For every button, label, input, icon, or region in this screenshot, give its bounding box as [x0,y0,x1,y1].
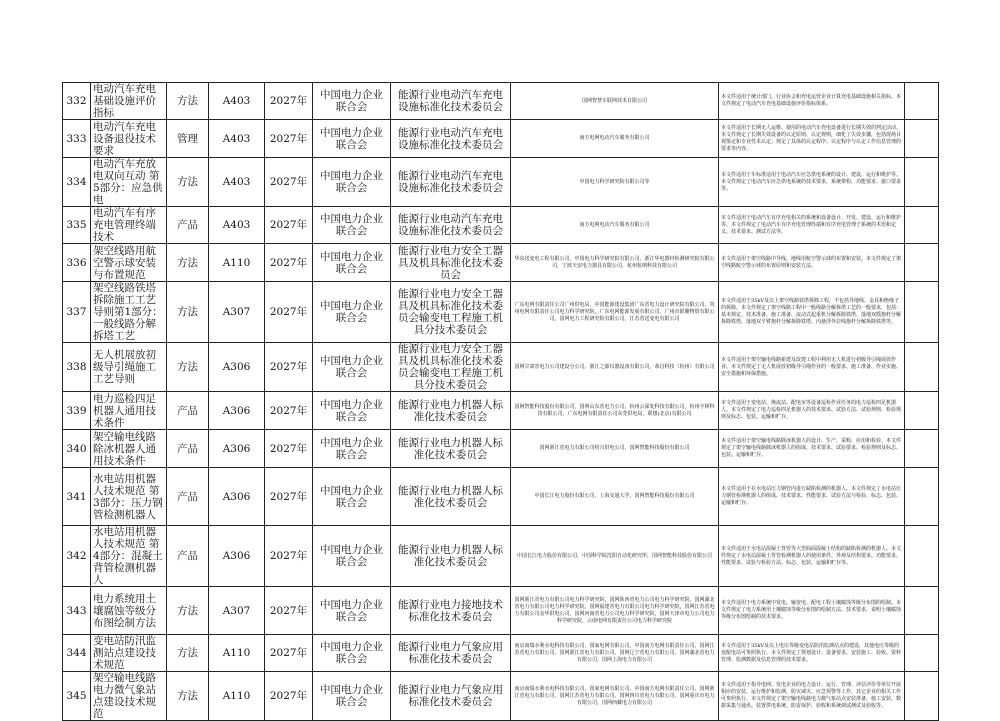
standard-name: 电力系统用土壤腐蚀等级分布图绘制方法 [91,587,167,635]
standard-type: 方法 [167,635,209,672]
classification-code: A110 [209,635,265,672]
completion-year: 2027年 [265,430,313,468]
organizing-unit: 中国电力企业联合会 [313,526,391,587]
row-number: 343 [63,587,91,635]
remarks-cell [905,392,939,430]
drafting-units: 国网浙江省电力有限公司绍兴供电公司，国网智能科技股份有限公司 [511,430,719,468]
drafting-units: 国网智能科技股份有限公司，国网山东省电力公司，杭州云深处科技有限公司，杭州宇树科技有限公司，广东电网有限责任公司东莞供电局，联想(北京)有限公司 [511,392,719,430]
table-row [63,83,939,120]
standard-type: 管理 [167,120,209,158]
standard-type: 方法 [167,343,209,392]
table-row [63,282,939,343]
table-row [63,587,939,635]
standard-type: 方法 [167,244,209,282]
remarks-cell [905,158,939,207]
standard-type: 产品 [167,526,209,587]
classification-code: A403 [209,83,265,120]
scope-content: 本文件适用于统计部门、行业协会和充电运营企业计算充电基础设施相关指标。本文件规定了电动汽车充电基础设施评价指标体系。 [719,83,905,120]
completion-year: 2027年 [265,120,313,158]
remarks-cell [905,635,939,672]
table-row [63,244,939,282]
standard-type: 方法 [167,282,209,343]
standard-type: 方法 [167,672,209,721]
organizing-unit: 中国电力企业联合会 [313,207,391,244]
remarks-cell [905,468,939,526]
standards-table [62,82,939,721]
row-number: 340 [63,430,91,468]
technical-committee: 能源行业电力机器人标准化技术委员会 [391,430,511,468]
standard-type: 产品 [167,392,209,430]
organizing-unit: 中国电力企业联合会 [313,430,391,468]
classification-code: A307 [209,587,265,635]
remarks-cell [905,672,939,721]
organizing-unit: 中国电力企业联合会 [313,83,391,120]
row-number: 345 [63,672,91,721]
technical-committee: 能源行业电动汽车充电设施标准化技术委员会 [391,158,511,207]
organizing-unit: 中国电力企业联合会 [313,282,391,343]
classification-code: A307 [209,282,265,343]
row-number: 344 [63,635,91,672]
scope-content: 本文件适用于架空输电线路新建及改建工程中利用无人机进行初级导引绳展放作业。本文件规定了无人机展放初级导引绳作业的一般要求、施工准备、作业实施、安全措施和环保措施。 [719,343,905,392]
remarks-cell [905,587,939,635]
scope-content: 本文件适用于车标准适用于电动汽车应急供电系统的设计、建设、运行和维护等。本文件规定了电动汽车应急供电系统的技术要求，系统架构、功能要求、接口要求等。 [719,158,905,207]
row-number: 333 [63,120,91,158]
drafting-units: 中国长江电力股份有限公司，上海交通大学，国网智能科技股份有限公司 [511,468,719,526]
completion-year: 2027年 [265,244,313,282]
organizing-unit: 中国电力企业联合会 [313,343,391,392]
standard-type: 产品 [167,207,209,244]
standard-name: 电动汽车充放电双向互动 第5部分：应急供电 [91,158,167,207]
drafting-units: 国网浙江省电力有限公司电力科学研究院，国网陕西省电力公司电力科学研究院，国网湖北省电力有限公司电力科学研究院，国网福建省电力有限公司电力科学研究院，国网江苏省电力有限公司金华供电公司，国网河南省电力公司电力科学研究院，国网天津市电力公司电力科学研究院，云南电网有限责任公司电力科学研究院 [511,587,719,635]
drafting-units: 南京南瑞水利水电科技有限公司，国家电网有限公司，中国南方电网有限责任公司，国网浙江省电力有限公司，国网江苏省电力有限公司，国网四川省电力有限公司，国网重庆市电力有限公司，国网西藏电力有限公司 [511,672,719,721]
table-row [63,343,939,392]
classification-code: A306 [209,392,265,430]
standard-name: 变电站防汛监测站点建设技术规范 [91,635,167,672]
organizing-unit: 中国电力企业联合会 [313,244,391,282]
completion-year: 2027年 [265,635,313,672]
organizing-unit: 中国电力企业联合会 [313,392,391,430]
drafting-units: 南京南瑞水利水电科技有限公司，国家电网有限公司，中国南方电网有限责任公司，国网江苏省电力有限公司，国网浙江省电力有限公司，国网辽宁省电力有限公司，国网湖北省电力有限公司，国网上海电力有限公司 [511,635,719,672]
scope-content: 本文件适用于变电站、换流站、配电室等设备巡检作业任务的电力巡检四足机器人。本文件规定了电力巡检四足机器人的技术要求、试验方法、试验规则、检验规则及标志、包装、运输和贮存。 [719,392,905,430]
completion-year: 2027年 [265,343,313,392]
scope-content: 本文件适用于指导电网、发电企业的电力设计、运行、管理、评估评价等单位开展相应的安装、运行维护和监测、防灾减灾、应急预警等工作，其它企业的相关工作可参照执行。本文件规定了架空输电线路电力微气象站点安装准备、施工安装、数据采集与通讯、装置供电系统、防雷保护、验收和系统调试测试及验收等。 [719,672,905,721]
standard-name: 架空输电线路电力微气象站点建设技术规范 [91,672,167,721]
table-body [63,83,939,721]
completion-year: 2027年 [265,672,313,721]
scope-content: 本文件适用于水电站混凝土背管等大型曲面混凝土结构的缺陷检测的机器人。本文件规定了水电站混凝土背管检测机器人的使用条件、外观及结构要求、功能要求、性能要求、试验与检验方法、标志、包装、运输和贮存等。 [719,526,905,587]
completion-year: 2027年 [265,207,313,244]
standard-type: 方法 [167,158,209,207]
remarks-cell [905,343,939,392]
remarks-cell [905,430,939,468]
technical-committee: 能源行业电力气象应用标准化技术委员会 [391,672,511,721]
remarks-cell [905,83,939,120]
standard-name: 电动汽车充电基础设施评价指标 [91,83,167,120]
row-number: 338 [63,343,91,392]
row-number: 342 [63,526,91,587]
drafting-units: 国网智慧车联网技术有限公司 [511,83,719,120]
remarks-cell [905,244,939,282]
technical-committee: 能源行业电力气象应用标准化技术委员会 [391,635,511,672]
scope-content: 本文件适用于35kV及以上架空线路铁塔拆除工程，不包括导地线、金具和绝缘子的拆除。本文件规定了架空线路工程中一般线路分解拆塔工艺的一般要求，包括：基本规定、技术准备、施工准备、流动式起重机分解拆除铁塔、落地双摇抱杆分解拆除铁塔、落地双平臂抱杆分解拆除铁塔、内悬浮外拉线抱杆分解拆除铁塔等。 [719,282,905,343]
technical-committee: 能源行业电力接地技术标准化技术委员会 [391,587,511,635]
classification-code: A403 [209,158,265,207]
row-number: 339 [63,392,91,430]
remarks-cell [905,282,939,343]
standard-name: 水电站用机器人技术规范 第3部分：压力钢管检测机器人 [91,468,167,526]
technical-committee: 能源行业电力机器人标准化技术委员会 [391,526,511,587]
drafting-units: 中国电力科学研究院有限公司等 [511,158,719,207]
classification-code: A306 [209,526,265,587]
standard-name: 无人机展放初级导引绳施工工艺导则 [91,343,167,392]
organizing-unit: 中国电力企业联合会 [313,587,391,635]
completion-year: 2027年 [265,587,313,635]
technical-committee: 能源行业电动汽车充电设施标准化技术委员会 [391,120,511,158]
organizing-unit: 中国电力企业联合会 [313,158,391,207]
row-number: 332 [63,83,91,120]
drafting-units: 中国长江电力股份有限公司，中国科学院沈阳自动化研究所，国网智能科技股份有限公司 [511,526,719,587]
scope-content: 本文件适用于35kV及以上电压等级变电站防汛监测站点的建设，其他电压等级的变配电站可参照执行。本文件规定了规划设计、设备要求、安装施工、验收、资料管理、监测数据及信息管理的技术要求。 [719,635,905,672]
scope-content: 本文件适用于长期无人运维、使用的电动汽车充电设备进行长期失效的判定活动。本文件规定了长期失效设备的认定原则、认定规则，细化了失效步骤，包括现场目视鉴定和专业性术认定；规定了具体的认定程序、认定程序与认定工作信息管理的要求等内容。 [719,120,905,158]
remarks-cell [905,207,939,244]
classification-code: A306 [209,468,265,526]
table-row [63,120,939,158]
technical-committee: 能源行业电力安全工器具及机具标准化技术委员会 [391,244,511,282]
drafting-units: 华东送变电工程有限公司，中国电力科学研究院有限公司，浙江华电器材检测研究院有限公司，宁波天安电力器具有限公司，杭州杭纳科技有限公司 [511,244,719,282]
classification-code: A110 [209,672,265,721]
scope-content: 本文件适用于在水电站压力钢管内进行缺陷检测的机器人。本文件规定了水电站压力钢管检测机器人的组成、技术要求、性能要求、试验方法与检验、标志、包装、运输和贮存。 [719,468,905,526]
row-number: 334 [63,158,91,207]
classification-code: A306 [209,430,265,468]
standard-name: 水电站用机器人技术规范 第4部分：混凝土背管检测机器人 [91,526,167,587]
row-number: 335 [63,207,91,244]
row-number: 337 [63,282,91,343]
standard-name: 架空线路用航空警示球安装与布置规范 [91,244,167,282]
classification-code: A110 [209,244,265,282]
scope-content: 本文件适用于架空输电线路除冰机器人的设计、生产、采购、应用和检验。本文件规定了架空输电线路除冰机器人的组成、技术要求、试验要求、检验规则及标志、包装、运输和贮存。 [719,430,905,468]
remarks-cell [905,120,939,158]
table-row [63,635,939,672]
completion-year: 2027年 [265,83,313,120]
technical-committee: 能源行业电力安全工器具及机具标准化技术委员会输变电工程施工机具分技术委员会 [391,282,511,343]
completion-year: 2027年 [265,282,313,343]
technical-committee: 能源行业电动汽车充电设施标准化技术委员会 [391,83,511,120]
organizing-unit: 中国电力企业联合会 [313,672,391,721]
completion-year: 2027年 [265,392,313,430]
table-row [63,468,939,526]
organizing-unit: 中国电力企业联合会 [313,635,391,672]
technical-committee: 能源行业电力机器人标准化技术委员会 [391,392,511,430]
standard-name: 电动汽车有序充电管理终端技术 [91,207,167,244]
standard-name: 电力巡检四足机器人通用技术条件 [91,392,167,430]
scope-content: 本文件适用于架空线路中导线、地线用航空警示球的布置和安装。本文件规定了架空线路航空警示球的布置原则和安装方法。 [719,244,905,282]
remarks-cell [905,526,939,587]
row-number: 341 [63,468,91,526]
scope-content: 本文件适用于电动汽车有序充电相关的系统和设备设计、开发、建设、运行和维护等。本文件规定了电动汽车有序充电管理终端和有序充电管理子系统的术语和定义、技术要求、测试方法等。 [719,207,905,244]
standard-name: 电动汽车充电设备退役技术要求 [91,120,167,158]
standard-type: 方法 [167,83,209,120]
table-row [63,672,939,721]
technical-committee: 能源行业电力安全工器具及机具标准化技术委员会输变电工程施工机具分技术委员会 [391,343,511,392]
completion-year: 2027年 [265,158,313,207]
standard-name: 架空线路铁塔拆除施工工艺导则第1部分：一般线路分解拆塔工艺 [91,282,167,343]
organizing-unit: 中国电力企业联合会 [313,468,391,526]
standard-type: 产品 [167,430,209,468]
scope-content: 本文件适用于电力系统中发电、输变电、配电工程土壤腐蚀等级分布图的绘制。本文件规定了电力系统用土壤腐蚀等级分布图的绘制方法、技术要求，说明土壤腐蚀等级分布图绘制的技术要求。 [719,587,905,635]
classification-code: A403 [209,207,265,244]
drafting-units: 广东电网有限责任公司广州供电局，中国能源建设集团广东省电力设计研究院有限公司，贵州电网有限责任公司电力科学研究院，广东电网能源发展有限公司，广州市银墉物资有限公司，国网电力工程研究院有限公司，江苏省送变电有限公司 [511,282,719,343]
standard-name: 架空输电线路除冰机器人通用技术条件 [91,430,167,468]
table-row [63,158,939,207]
drafting-units: 南方电网电动汽车服务有限公司 [511,207,719,244]
row-number: 336 [63,244,91,282]
completion-year: 2027年 [265,526,313,587]
standard-type: 方法 [167,587,209,635]
table-row [63,207,939,244]
table-row [63,430,939,468]
technical-committee: 能源行业电动汽车充电设施标准化技术委员会 [391,207,511,244]
classification-code: A306 [209,343,265,392]
drafting-units: 国网甘肃省电力公司建设分公司，浙江之源仪器设备有限公司，恭昌科技（杭州）有限公司 [511,343,719,392]
organizing-unit: 中国电力企业联合会 [313,120,391,158]
technical-committee: 能源行业电力机器人标准化技术委员会 [391,468,511,526]
table-row [63,526,939,587]
completion-year: 2027年 [265,468,313,526]
table-row [63,392,939,430]
standard-type: 产品 [167,468,209,526]
classification-code: A403 [209,120,265,158]
drafting-units: 南方电网电动汽车服务有限公司 [511,120,719,158]
